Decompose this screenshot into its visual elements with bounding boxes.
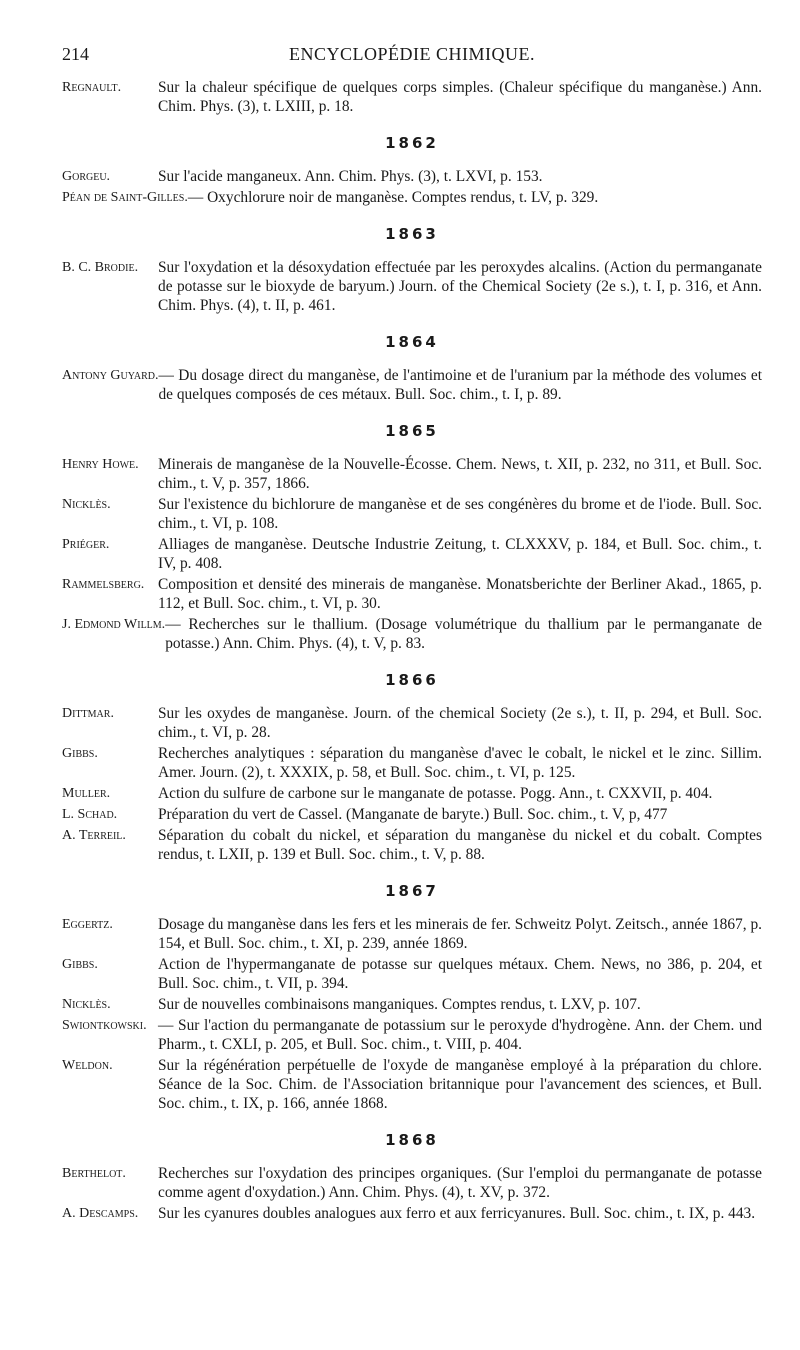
running-header — [62, 44, 762, 68]
bibliography-entry — [62, 258, 762, 315]
bibliography-entry — [62, 1204, 762, 1223]
bibliography-entry — [62, 366, 762, 404]
bibliography — [62, 78, 762, 1225]
bibliography-entry — [62, 167, 762, 186]
entry-author: Gibbs. — [62, 957, 98, 972]
bibliography-entry — [62, 188, 762, 207]
bibliography-entry — [62, 995, 762, 1014]
bibliography-entry — [62, 495, 762, 533]
entry-author: L. Schad. — [62, 807, 118, 822]
entry-author: Péan de Saint-Gilles. — [62, 190, 188, 205]
entry-author: Eggertz. — [62, 917, 113, 932]
bibliography-entry — [62, 78, 762, 116]
bibliography-entry — [62, 805, 762, 824]
entry-author: Antony Guyard. — [62, 368, 159, 383]
bibliography-entry — [62, 826, 762, 864]
entry-author: Nicklès. — [62, 497, 111, 512]
entry-text: Alliages de manganèse. Deutsche Industrie Zeitung, t. CLXXXV, p. 184, et Bull. Soc. chim., t. IV, p. 408. — [158, 536, 762, 572]
entry-author: Dittmar. — [62, 706, 114, 721]
bibliography-entry — [62, 784, 762, 803]
entry-author: Berthelot. — [62, 1166, 126, 1181]
page-number: 214 — [62, 44, 89, 64]
entry-text: — Oxychlorure noir de manganèse. Comptes rendus, t. LV, p. 329. — [187, 189, 599, 206]
entry-author: A. Descamps. — [62, 1206, 139, 1221]
entry-text: — Du dosage direct du manganèse, de l'antimoine et de l'uranium par la méthode des volumes et de quelques composés de ces métaux. Bull. Soc. chim., t. I, p. 89. — [158, 367, 762, 403]
bibliography-entry — [62, 1056, 762, 1113]
entry-text: Préparation du vert de Cassel. (Manganate de baryte.) Bull. Soc. chim., t. V, p, 477 — [158, 806, 668, 823]
year-section — [62, 1131, 762, 1223]
bibliography-entry — [62, 955, 762, 993]
entry-author: Regnault. — [62, 80, 122, 95]
entry-text: Sur l'existence du bichlorure de manganèse et de ses congénères du brome et de l'iode. Bull. Soc. chim., t. VI, p. 108. — [158, 496, 762, 532]
entry-text: Sur l'oxydation et la désoxydation effectuée par les peroxydes alcalins. (Action du permanganate de potasse sur le bioxyde de baryum.) Journ. of the Chemical Society (2e s.), t. I, p. 316, et Ann. Chim. Phys. (4), t. II, p. 461. — [158, 259, 762, 314]
entry-text: Sur les oxydes de manganèse. Journ. of the chemical Society (2e s.), t. II, p. 294, et Bull. Soc. chim., t. VI, p. 28. — [158, 705, 762, 741]
entry-text: — Recherches sur le thallium. (Dosage volumétrique du thallium par le permanganate de potasse.) Ann. Chim. Phys. (4), t. V, p. 83. — [165, 616, 762, 652]
entry-author: A. Terreil. — [62, 828, 126, 843]
year-section — [62, 671, 762, 864]
bibliography-entry — [62, 744, 762, 782]
bibliography-entry — [62, 915, 762, 953]
entry-author: Nicklès. — [62, 997, 111, 1012]
entry-text: Minerais de manganèse de la Nouvelle-Écosse. Chem. News, t. XII, p. 232, no 311, et Bull. Soc. chim., t. V, p. 357, 1866. — [158, 456, 762, 492]
entry-text: Action de l'hypermanganate de potasse sur quelques métaux. Chem. News, no 386, p. 204, et Bull. Soc. chim., t. VII, p. 394. — [158, 956, 762, 992]
year-heading: 1867 — [385, 882, 439, 900]
entry-text: Recherches sur l'oxydation des principes organiques. (Sur l'emploi du permanganate de potasse comme agent d'oxydation.) Ann. Chim. Phys. (4), t. XV, p. 372. — [158, 1165, 762, 1201]
year-heading: 1868 — [385, 1131, 439, 1149]
year-section — [62, 134, 762, 207]
year-heading: 1862 — [385, 134, 439, 152]
entry-text: Sur la régénération perpétuelle de l'oxyde de manganèse employé à la préparation du chlore. Séance de la Soc. Chim. de l'Association britannique pour l'avancement des sciences, et Bull. Soc. chim., t. IX, p. 166, année 1868. — [158, 1057, 762, 1112]
entry-author: Swiontkowski. — [62, 1018, 147, 1033]
entry-text: Action du sulfure de carbone sur le manganate de potasse. Pogg. Ann., t. CXXVII, p. 404. — [158, 785, 713, 802]
year-section — [62, 225, 762, 315]
entry-author: Gorgeu. — [62, 169, 111, 184]
year-section — [62, 78, 762, 116]
bibliography-entry — [62, 535, 762, 573]
year-section — [62, 333, 762, 404]
entry-text: Sur de nouvelles combinaisons manganiques. Comptes rendus, t. LXV, p. 107. — [158, 996, 641, 1013]
bibliography-entry — [62, 1164, 762, 1202]
entry-author: J. Edmond Willm. — [62, 617, 166, 632]
year-heading: 1863 — [385, 225, 439, 243]
bibliography-entry — [62, 615, 762, 653]
year-section — [62, 422, 762, 653]
entry-author: Priéger. — [62, 537, 110, 552]
year-heading: 1864 — [385, 333, 439, 351]
entry-author: Gibbs. — [62, 746, 98, 761]
bibliography-entry — [62, 575, 762, 613]
year-heading: 1866 — [385, 671, 439, 689]
bibliography-entry — [62, 455, 762, 493]
entry-author: Rammelsberg. — [62, 577, 145, 592]
running-title: ENCYCLOPÉDIE CHIMIQUE. — [289, 44, 535, 64]
bibliography-entry — [62, 1016, 762, 1054]
entry-text: Composition et densité des minerais de manganèse. Monatsberichte der Berliner Akad., 1865, p. 112, et Bull. Soc. chim., t. VI, p. 30. — [158, 576, 762, 612]
entry-text: Sur les cyanures doubles analogues aux ferro et aux ferricyanures. Bull. Soc. chim., t. IX, p. 443. — [158, 1205, 756, 1222]
entry-text: Recherches analytiques : séparation du manganèse d'avec le cobalt, le nickel et le zinc. Sillim. Amer. Journ. (2), t. XXXIX, p. 58, et Bull. Soc. chim., t. VI, p. 125. — [158, 745, 762, 781]
entry-text: Séparation du cobalt du nickel, et séparation du manganèse du nickel et du cobalt. Comptes rendus, t. LXII, p. 139 et Bull. Soc. chim., t. V, p. 88. — [158, 827, 762, 863]
entry-author: Muller. — [62, 786, 111, 801]
bibliography-entry — [62, 704, 762, 742]
entry-author: B. C. Brodie. — [62, 260, 139, 275]
entry-author: Henry Howe. — [62, 457, 139, 472]
entry-text: Sur l'acide manganeux. Ann. Chim. Phys. (3), t. LXVI, p. 153. — [158, 168, 543, 185]
entry-text: Dosage du manganèse dans les fers et les minerais de fer. Schweitz Polyt. Zeitsch., année 1867, p. 154, et Bull. Soc. chim., t. XI, p. 239, année 1869. — [158, 916, 762, 952]
year-heading: 1865 — [385, 422, 439, 440]
entry-author: Weldon. — [62, 1058, 113, 1073]
year-section — [62, 882, 762, 1113]
entry-text: Sur la chaleur spécifique de quelques corps simples. (Chaleur spécifique du manganèse.) Ann. Chim. Phys. (3), t. LXIII, p. 18. — [158, 79, 762, 115]
entry-text: — Sur l'action du permanganate de potassium sur le peroxyde d'hydrogène. Ann. der Chem. und Pharm., t. CXLI, p. 205, et Bull. Soc. chim., t. VIII, p. 404. — [158, 1017, 762, 1053]
